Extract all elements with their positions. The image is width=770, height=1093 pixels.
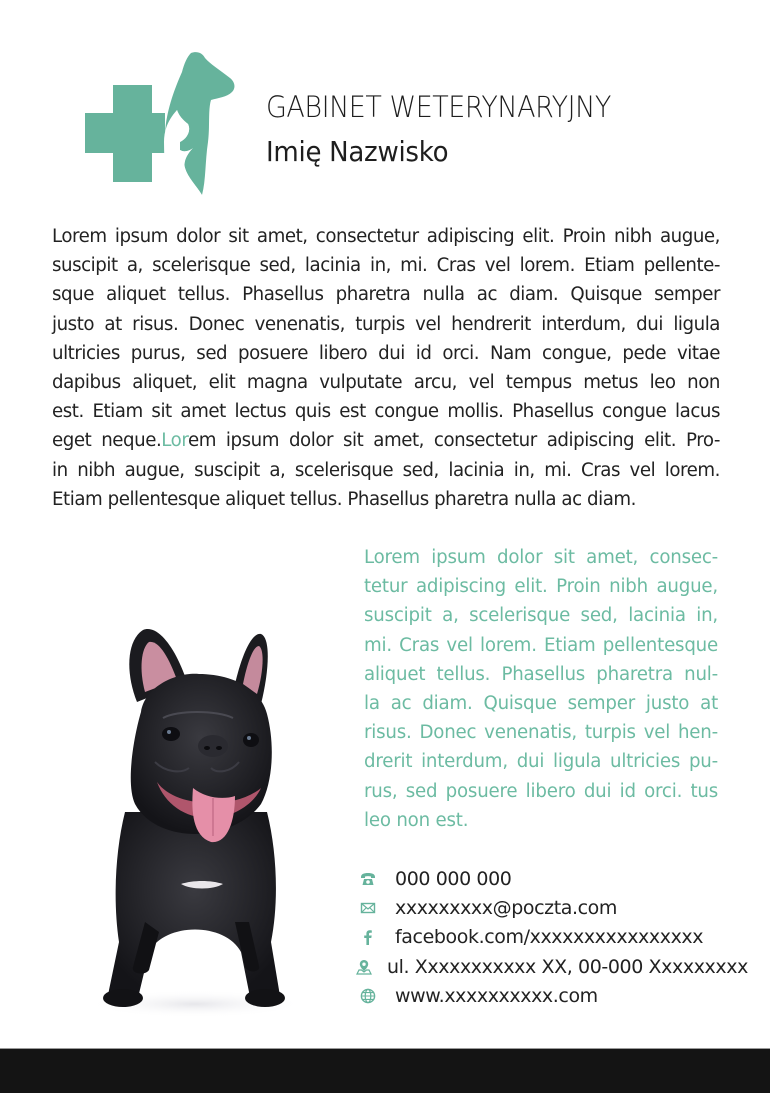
- facebook-icon: [356, 928, 380, 946]
- intro-line: Lorem ipsum dolor sit amet, consectetur adipiscing elit. Proin nibh augue,: [52, 226, 720, 247]
- contact-email: [356, 893, 736, 922]
- contact-website: [356, 982, 736, 1011]
- contact-facebook: [356, 923, 736, 952]
- contact-address: [356, 952, 748, 981]
- dog-paw-right: [245, 989, 285, 1007]
- side-line: drerit interdum, dui ligula ultricies pu-: [364, 751, 718, 773]
- intro-line: suscipit a, scelerisque sed, lacinia in, mi. Cras vel lorem. Etiam pellente-: [52, 255, 720, 277]
- globe-icon: [356, 987, 380, 1005]
- contact-facebook-text[interactable]: facebook.com/xxxxxxxxxxxxxxxx: [395, 926, 704, 949]
- contact-website-text[interactable]: www.xxxxxxxxxx.com: [395, 985, 598, 1008]
- side-line: leo non est.: [364, 809, 469, 831]
- dog-paw-left: [103, 989, 143, 1007]
- page-title: GABINET WETERYNARYJNY: [266, 90, 611, 124]
- intro-line: dapibus aliquet, elit magna vulputate arcu, vel tempus metus leo non: [52, 372, 720, 394]
- vet-cross-dog-cat-logo-icon: [84, 50, 236, 196]
- intro-text: eget neque.: [52, 430, 162, 452]
- dog-left-eye: [162, 727, 180, 741]
- side-line: suscipit a, scelerisque sed, lacinia in,: [364, 605, 718, 627]
- side-paragraph: [364, 543, 718, 835]
- intro-line: in nibh augue, suscipit a, scelerisque sed, lacinia in, mi. Cras vel lorem.: [52, 459, 720, 481]
- person-name: Imię Nazwisko: [266, 135, 449, 168]
- contact-phone: [356, 864, 736, 893]
- contact-email-text[interactable]: xxxxxxxxx@poczta.com: [395, 897, 618, 920]
- intro-line: est. Etiam sit amet lectus quis est congue mollis. Phasellus congue lacus: [52, 401, 720, 423]
- map-pin-icon: [356, 958, 372, 976]
- side-line: aliquet tellus. Phasellus pharetra nul-: [364, 663, 718, 685]
- dog-right-eye: [243, 733, 259, 747]
- intro-line: justo at risus. Donec venenatis, turpis vel hendrerit interdum, dui ligula: [52, 313, 720, 335]
- footer-bar: [0, 1049, 770, 1093]
- intro-line: [52, 426, 720, 455]
- intro-accent-text: Lor: [161, 430, 188, 452]
- dog-body: [109, 812, 279, 1005]
- side-line: Lorem ipsum dolor sit amet, consec-: [364, 547, 718, 568]
- contact-phone-text[interactable]: 000 000 000: [395, 867, 512, 890]
- envelope-icon: [356, 899, 380, 917]
- intro-line: Etiam pellentesque aliquet tellus. Phasellus pharetra nulla ac diam.: [52, 488, 637, 510]
- contact-address-text: ul. Xxxxxxxxxxx XX, 00-000 Xxxxxxxxx: [387, 955, 748, 978]
- side-line: risus. Donec venenatis, turpis vel hen-: [364, 722, 718, 744]
- logo-cross: [85, 85, 165, 182]
- contact-list: [356, 864, 748, 1011]
- side-line: tetur adipiscing elit. Proin nibh augue,: [364, 576, 718, 598]
- intro-text: em ipsum dolor sit amet, consectetur adipiscing elit. Pro-: [187, 430, 720, 452]
- phone-icon: [356, 870, 380, 888]
- intro-paragraph: [52, 222, 720, 514]
- intro-line: sque aliquet tellus. Phasellus pharetra nulla ac diam. Quisque semper: [52, 284, 720, 306]
- side-line: la ac diam. Quisque semper justo at: [364, 693, 718, 715]
- french-bulldog-image: [85, 622, 305, 1022]
- side-line: mi. Cras vel lorem. Etiam pellentesque: [364, 634, 718, 656]
- intro-line: ultricies purus, sed posuere libero dui id orci. Nam congue, pede vitae: [52, 342, 720, 364]
- side-line: rus, sed posuere libero dui id orci. tus: [364, 780, 718, 802]
- dog-nose: [198, 735, 228, 757]
